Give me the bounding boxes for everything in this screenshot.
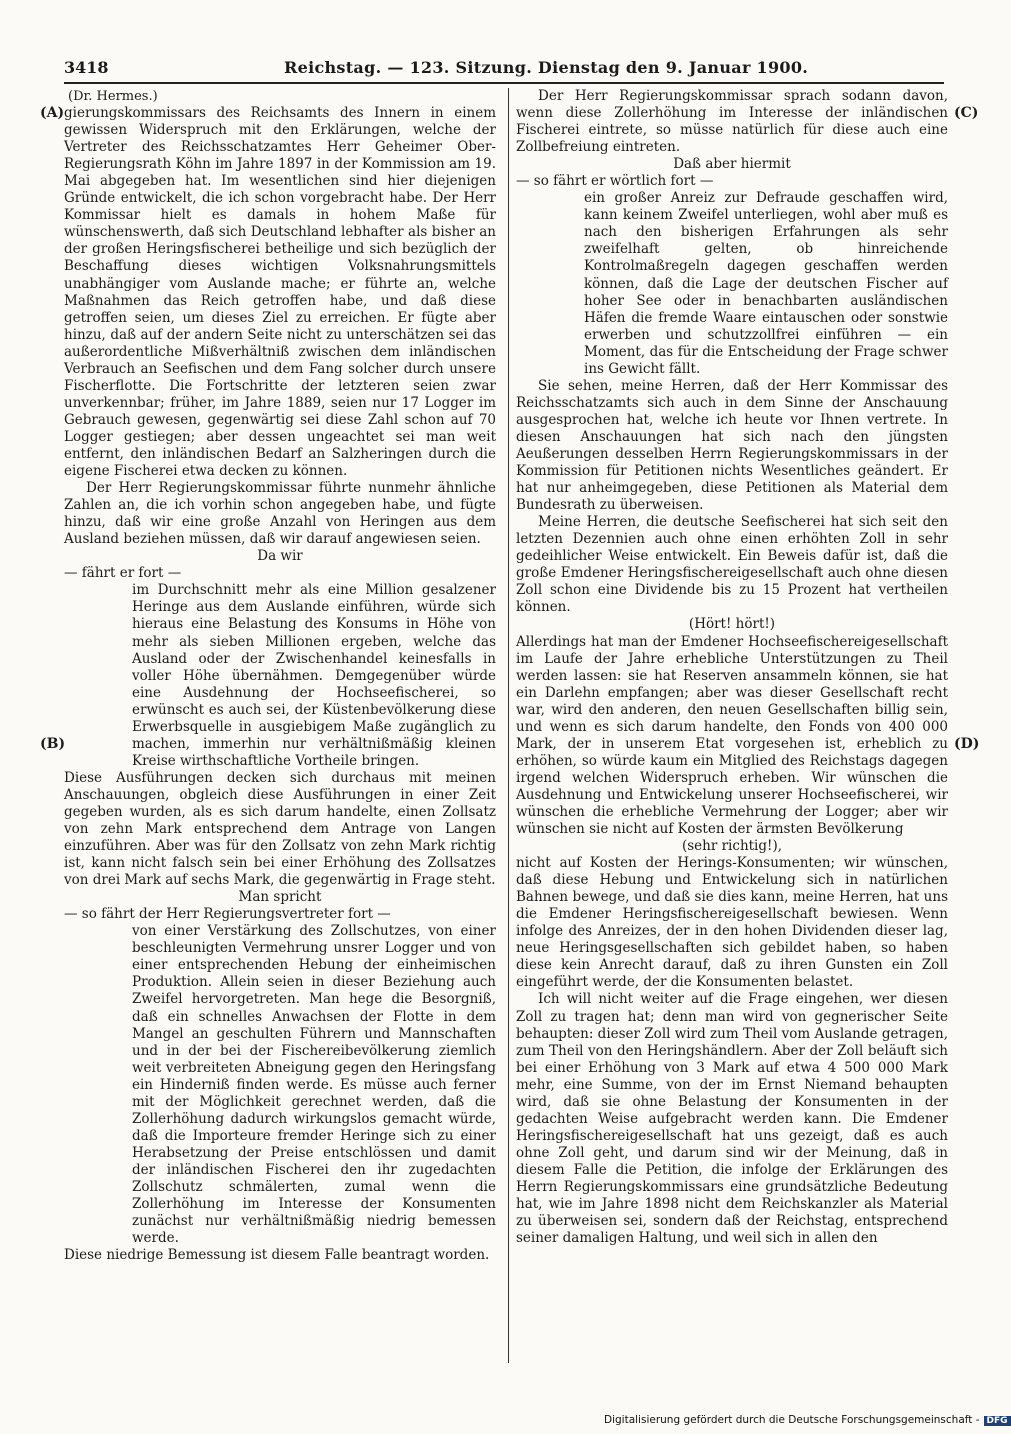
- left-paragraph-3: Da wir: [257, 548, 303, 565]
- dfg-logo: DFG: [984, 1416, 1011, 1426]
- right-paragraph-4: Sie sehen, meine Herren, daß der Herr Kommissar des Reichsschatzamts sich auch in dem Sinne der Anschauung ausgesprochen hat, welche ich heute vor Ihnen vertrete. In diesen Anschauungen hat sich nach den jüngsten Aeußerungen desselben Herrn Regierungskommissars in der Kommission für Petitionen nichts Wesentliches geändert. Er hat nur anheimgegeben, diese Petitionen als Material dem Bundesrath zu überweisen.: [516, 377, 948, 514]
- margin-mark-b: (B): [40, 736, 66, 752]
- right-paragraph-2: Daß aber hiermit: [673, 156, 791, 173]
- credit-text: Digitalisierung gefördert durch die Deutsche Forschungsgemeinschaft -: [604, 1414, 980, 1426]
- speaker-label: (Dr. Hermes.): [68, 89, 158, 104]
- left-paragraph-5: Diese Ausführungen decken sich durchaus mit meinen Anschauungen, obgleich diese Ausführungen in einer Zeit gegeben wurden, als es sich darum handelte, einen Zollsatz von zehn Mark entsprechend dem Antrage von Langen einzuführen. Aber was für den Zollsatz von zehn Mark richtig ist, kann nicht falsch sein bei einer Erhöhung des Zollsatzes von drei Mark auf sechs Mark, die gegenwärtig in Frage steht.: [64, 769, 496, 889]
- right-quote-1: ein großer Anreiz zur Defraude geschaffen wird, kann keinem Zweifel unterliegen, wohl aber muß es nach den bisherigen Erfahrungen als sehr zweifelhaft gelten, ob hinreichende Kontrolmaßregeln dagegen geschaffen werden können, daß die Lage der deutschen Fischer auf hoher See oder in benachbarten ausländischen Häfen die fremde Waare eintauschen oder sonstwie erwerben und schutzzollfrei einführen — ein Moment, das für die Entscheidung der Frage schwer ins Gewicht fällt.: [584, 190, 948, 377]
- margin-mark-d: (D): [954, 736, 980, 752]
- left-paragraph-1: gierungskommissars des Reichsamts des Innern in einem gewissen Widerspruch mit den Erklärungen, welche der Vertreter des Reichsschatzamtes Herr Geheimer Ober-Regierungsrath Köhn im Jahre 1897 in der Kommission am 19. Mai abgegeben hat. Im wesentlichen sind hier diejenigen Gründe entwickelt, die ich schon vorgebracht habe. Der Herr Kommissar hielt es damals in hohem Maße für wünschenswerth, daß sich Deutschland lebhafter als bisher an der großen Heringsfischerei betheilige und sich bezüglich der Beschaffung dieses wichtigen Volksnahrungsmittels unabhängiger vom Auslande mache; er führte an, welche Maßnahmen das Reich getroffen habe, und daß diese getroffen seien, um dieses Ziel zu erreichen. Er fügte aber hinzu, daß auf der andern Seite nicht zu unterschätzen sei das außerordentliche Mißverhältniß zwischen dem inländischen Verbrauch an Seefischen und dem Fang solcher durch unsere Fischerflotte. Die Fortschritte der letzteren seien zwar unverkennbar; früher, im Jahre 1889, seien nur 17 Logger im Gebrauch gewesen, gegenwärtig sei diese Zahl schon auf 70 Logger gestiegen; aber dessen ungeachtet sei man weit entfernt, den inländischen Bedarf an Salzheringen durch die eigene Fischerei etwa decken zu können.: [64, 105, 496, 480]
- right-paragraph-10: Ich will nicht weiter auf die Frage eingehen, wer diesen Zoll zu tragen hat; denn man wird von gegnerischer Seite behaupten: dieser Zoll wird zum Theil vom Auslande getragen, zum Theil von den Heringshändlern. Aber der Zoll beläuft sich bei einer Erhöhung von 3 Mark auf etwa 4 500 000 Mark mehr, eine Summe, von der im Ernst Niemand behaupten wird, daß sie ohne Belastung der Konsumenten in der gedachten Weise aufgebracht werden kann. Die Emdener Heringsfischereigesellschaft hat uns gezeigt, daß es auch ohne Zoll geht, und darum sind wir der Meinung, daß in diesem Falle die Petition, die infolge der Erklärungen des Herrn Regierungskommissars eine grundsätzliche Bedeutung hat, wie im Jahre 1898 nicht dem Reichskanzler als Material zu überweisen sei, sondern daß der Reichstag, entsprechend seiner damaligen Haltung, und weil sich in allen den: [516, 991, 948, 1247]
- right-paragraph-5: Meine Herren, die deutsche Seefischerei hat sich seit den letzten Dezennien auch ohne einen erhöhten Zoll in sehr gedeihlicher Weise entwickelt. Ein Beweis dafür ist, daß die große Emdener Heringsfischereigesellschaft auch ohne diesen Zoll schon eine Dividende bis zu 15 Prozent hat vertheilen können.: [516, 514, 948, 616]
- left-column: [64, 88, 496, 1264]
- right-paragraph-1: Der Herr Regierungskommissar sprach sodann davon, wenn diese Zollerhöhung im Interesse der inländischen Fischerei eintrete, so müsse natürlich für diese auch eine Zollbefreiung eintreten.: [516, 88, 948, 156]
- column-divider: [508, 88, 509, 1363]
- right-paragraph-3: — so fährt er wörtlich fort —: [516, 173, 714, 190]
- left-quote-2: von einer Verstärkung des Zollschutzes, von einer beschleunigten Vermehrung unsrer Logger und von einer entsprechenden Hebung der einheimischen Produktion. Allein seien in dieser Beziehung auch Zweifel hervorgetreten. Man hege die Besorgniß, daß ein schnelles Anwachsen der Flotte in dem Mangel an geschulten Führern und Mannschaften und in der bei der Fischereibevölkerung ziemlich weit verbreiteten Abneigung gegen den Heringsfang ein Hinderniß finden werde. Es müsse auch ferner mit der Möglichkeit gerechnet werden, daß die Zollerhöhung dadurch wirkungslos gemacht würde, daß die Importeure fremder Heringe sich zu einer Herabsetzung der Preise entschlössen und damit der inländischen Fischerei den ihr zugedachten Zollschutz schmälerten, zumal wenn die Zollerhöhung im Interesse der Konsumenten zunächst nur verhältnißmäßig niedrig bemessen werde.: [132, 923, 496, 1247]
- right-paragraph-7: Allerdings hat man der Emdener Hochseefischereigesellschaft im Laufe der Jahre erhebliche Unterstützungen zu Theil werden lassen: sie hat Reserven ansammeln können, sie hat ein Darlehn empfangen; aber was dieser Gesellschaft recht war, wird den anderen, den neuen Gesellschaften billig sein, und wenn es sich darum handelte, den Fonds von 400 000 Mark, der in unserem Etat vorgesehen ist, erheblich zu erhöhen, so würde kaum ein Mitglied des Reichstags dagegen irgend welchen Widerspruch erheben. Wir wünschen die Ausdehnung und Entwickelung unserer Hochseefischerei, wir wünschen die erhebliche Vermehrung der Logger; aber wir wünschen sie nicht auf Kosten der ärmsten Bevölkerung: [516, 633, 948, 838]
- right-interjection-1: (Hört! hört!): [688, 616, 776, 633]
- page-number: 3418: [64, 58, 109, 77]
- left-paragraph-7: — so fährt der Herr Regierungsvertreter fort —: [64, 906, 391, 923]
- right-paragraph-9: nicht auf Kosten der Herings-Konsumenten; wir wünschen, daß diese Hebung und Entwickelung sich in natürlichen Bahnen bewege, und daß sie dies kann, meine Herren, hat uns die Emdener Heringsfischereigesellschaft bewiesen. Wenn infolge des Anreizes, der in den hohen Dividenden dieser lag, neue Heringsgesellschaften sich gebildet haben, so haben diese kein Anrecht darauf, daß zu ihren Gunsten ein Zoll eingeführt werde, der die Konsumenten belastet.: [516, 855, 948, 991]
- page-title: Reichstag. — 123. Sitzung. Dienstag den 9. Januar 1900.: [284, 58, 809, 77]
- margin-mark-a: (A): [40, 105, 65, 121]
- left-paragraph-2: Der Herr Regierungskommissar führte nunmehr ähnliche Zahlen an, die ich vorhin schon angegeben habe, und fügte hinzu, daß wir eine große Anzahl von Heringen aus dem Ausland beziehen müssen, daß wir darauf angewiesen seien.: [64, 480, 496, 548]
- margin-mark-c: (C): [954, 105, 979, 121]
- left-paragraph-6: Man spricht: [238, 889, 322, 906]
- right-interjection-2: (sehr richtig!),: [681, 838, 783, 855]
- right-column: [516, 88, 948, 1247]
- left-paragraph-4: — fährt er fort —: [64, 565, 182, 582]
- left-quote-1: im Durchschnitt mehr als eine Million gesalzener Heringe aus dem Auslande einführen, würde sich hieraus eine Belastung des Konsums in Höhe von mehr als sieben Millionen ergeben, welche das Ausland oder der Zwischenhandel keinesfalls in voller Höhe übernähmen. Demgegenüber würde eine Ausdehnung der Hochseefischerei, so erwünscht es auch sei, der Küstenbevölkerung diese Erwerbsquelle in ausgiebigem Maße zugänglich zu machen, immerhin nur verhältnißmäßig kleinen Kreise wirthschaftliche Vortheile bringen.: [132, 582, 496, 769]
- digitization-credit: [604, 1414, 1011, 1426]
- page-header: [64, 56, 944, 84]
- left-paragraph-8: Diese niedrige Bemessung ist diesem Falle beantragt worden.: [64, 1247, 490, 1264]
